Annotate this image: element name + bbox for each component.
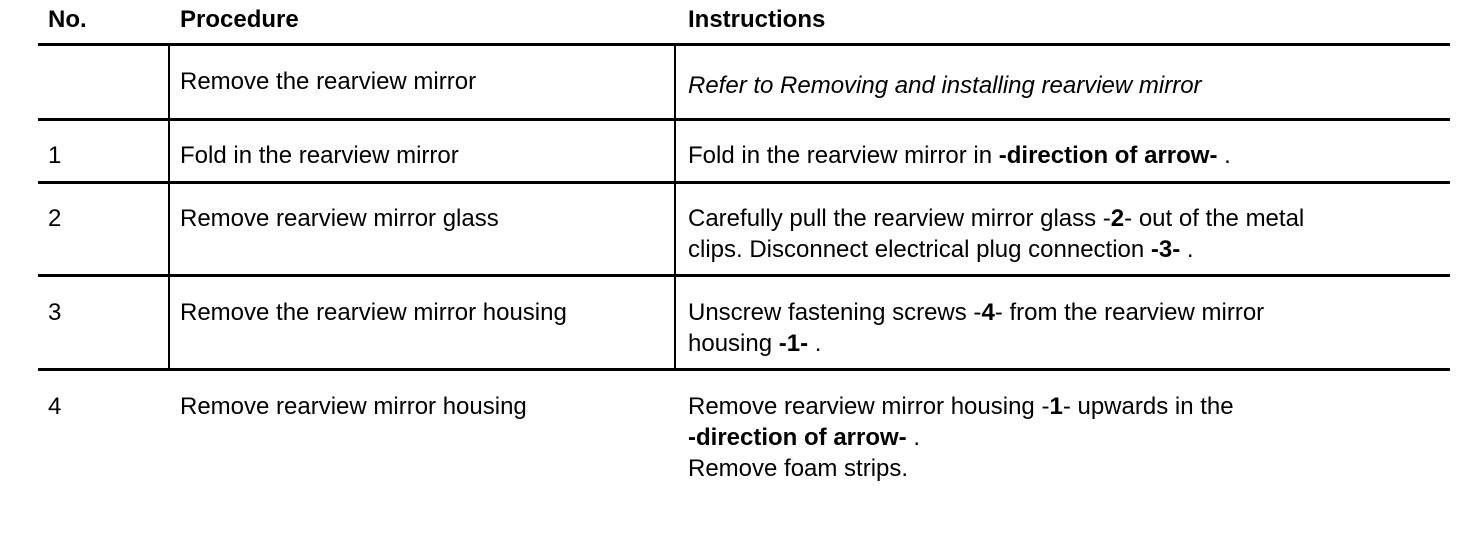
instr-bold: 1 <box>1049 393 1063 420</box>
instr-bold: -direction of arrow- <box>998 142 1218 169</box>
header-procedure: Procedure <box>180 6 299 33</box>
instr-line-2 <box>688 234 1304 265</box>
row-0-procedure: Remove the rearview mirror <box>180 68 477 95</box>
instr-text: - upwards in the <box>1062 393 1234 420</box>
instr-text: . <box>808 330 822 357</box>
row-2-no: 2 <box>48 205 62 232</box>
instr-text: housing <box>688 330 779 357</box>
instr-text: Remove rearview mirror housing - <box>688 393 1050 420</box>
instr-text: clips. Disconnect electrical plug connection <box>688 236 1151 263</box>
rule-row-1 <box>38 118 1450 121</box>
rule-row-3 <box>38 274 1450 277</box>
instr-line-1 <box>688 391 1234 422</box>
row-1-no: 1 <box>48 142 62 169</box>
instr-line-2 <box>688 422 1234 453</box>
rule-header <box>38 43 1450 46</box>
row-2-procedure: Remove rearview mirror glass <box>180 205 499 232</box>
row-2-instructions <box>688 203 1304 265</box>
instr-text: - from the rearview mirror <box>994 299 1265 326</box>
row-4-procedure: Remove rearview mirror housing <box>180 393 527 420</box>
instr-bold: 4 <box>981 299 995 326</box>
instr-text: . <box>1180 236 1194 263</box>
instr-line-2 <box>688 328 1264 359</box>
rule-row-2 <box>38 181 1450 184</box>
row-3-no: 3 <box>48 299 62 326</box>
column-divider-1 <box>168 45 170 370</box>
instr-text: Fold in the rearview mirror in <box>688 142 999 169</box>
instr-bold: -3- <box>1150 236 1181 263</box>
instr-line-3: Remove foam strips. <box>688 455 909 482</box>
instr-line-1 <box>688 297 1264 328</box>
header-instructions: Instructions <box>688 6 826 33</box>
row-0-instructions: Refer to Removing and installing rearview mirror <box>688 72 1202 99</box>
row-3-procedure: Remove the rearview mirror housing <box>180 299 567 326</box>
instr-bold: -1- <box>778 330 809 357</box>
instr-text: Unscrew fastening screws - <box>688 299 982 326</box>
row-1-procedure: Fold in the rearview mirror <box>180 142 459 169</box>
row-4-instructions <box>688 391 1234 484</box>
instr-line-1 <box>688 203 1304 234</box>
row-3-instructions <box>688 297 1264 359</box>
row-1-instructions <box>688 140 1231 171</box>
instr-bold: -direction of arrow- <box>688 424 907 451</box>
row-4-no: 4 <box>48 393 62 420</box>
rule-row-4 <box>38 368 1450 371</box>
instr-text: . <box>1217 142 1231 169</box>
instr-text: - out of the metal <box>1124 205 1305 232</box>
header-no: No. <box>48 6 87 33</box>
instr-text: . <box>906 424 921 451</box>
column-divider-2 <box>674 45 676 370</box>
instr-text: Carefully pull the rearview mirror glass - <box>688 205 1111 232</box>
instr-bold: 2 <box>1110 205 1125 232</box>
